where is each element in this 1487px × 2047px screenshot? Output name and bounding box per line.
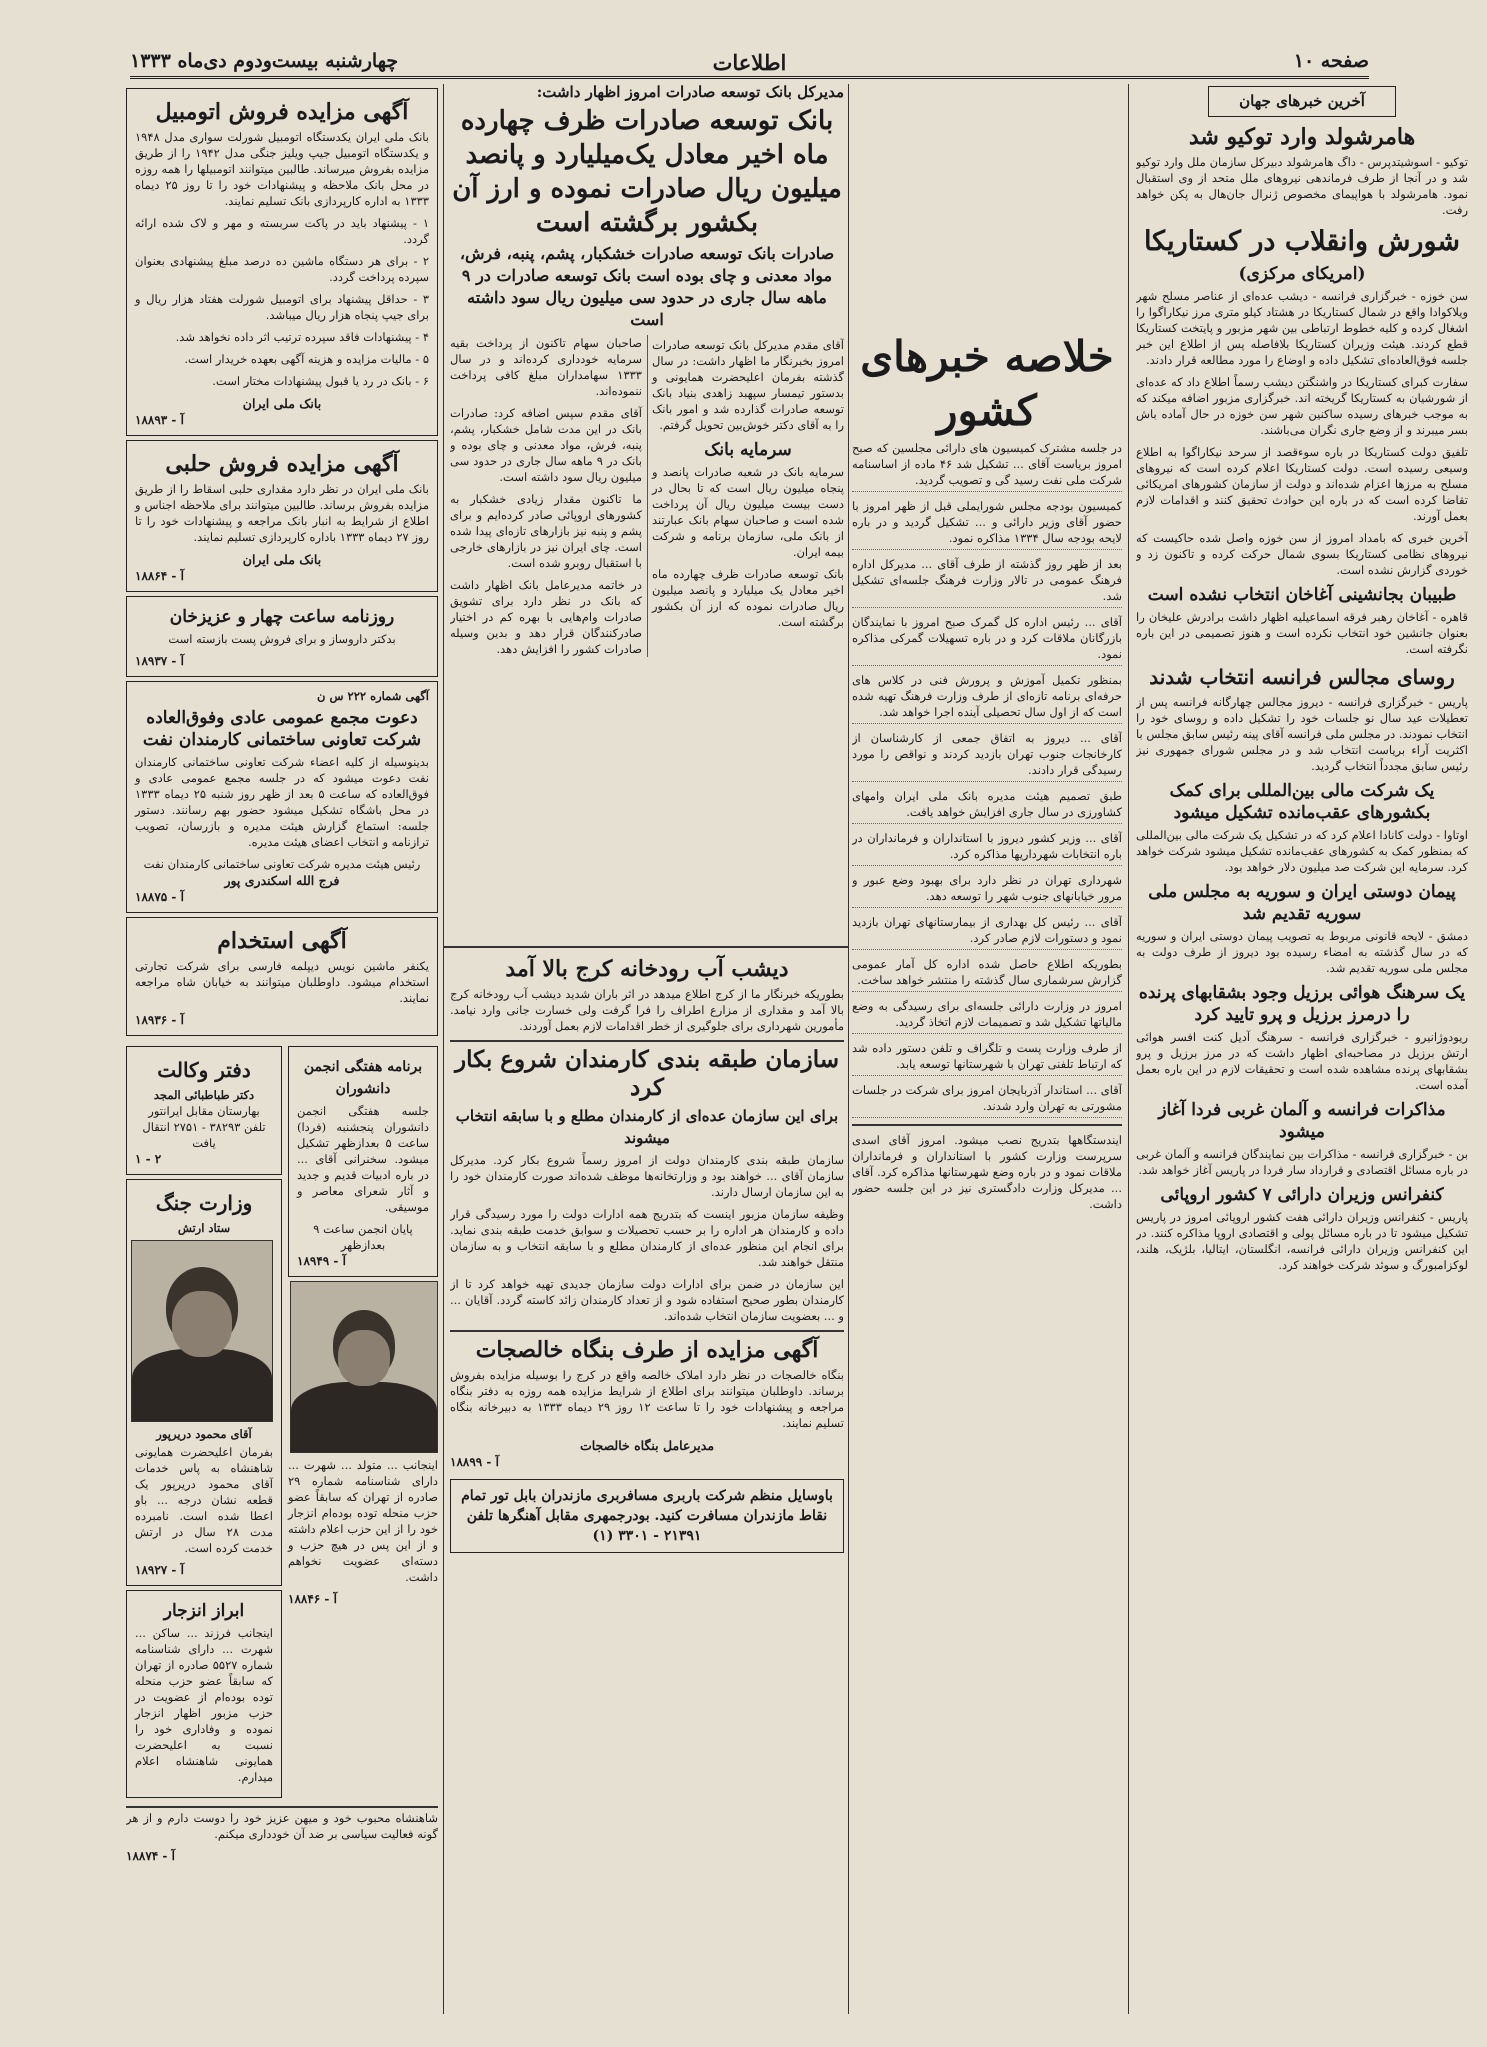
news-item: طبق تصمیم هیئت مدیره بانک ملی ایران وامهای کشاورزی در سال جاری افزایش خواهد یافت. — [852, 788, 1122, 824]
ad-code: آ - ۱۸۸۶۴ — [135, 569, 184, 583]
war-ministry-notice — [126, 1179, 282, 1586]
page-number: صفحه ۱۰ — [1293, 50, 1369, 72]
ads-column — [126, 84, 438, 2024]
ad-code: آ - ۱۸۸۷۴ — [126, 1849, 175, 1863]
separator — [444, 946, 848, 948]
ad-code: ۱ - ۲ — [135, 1152, 162, 1166]
kicker: مدیرکل بانک توسعه صادرات امروز اظهار داشت: — [536, 84, 844, 101]
notice-body: اینجانب ... متولد ... شهرت ... دارای شناسنامه شماره ۲۹ صادره از تهران که سابقاً عضو حزب منحله توده بوده‌ام انزجار خود را از این حزب اعلام داشته و از این پس در هیچ حزب و دسته‌ای عضویت نخواهم داشت. — [288, 1458, 438, 1584]
ad-body: بفرمان اعلیحضرت همایونی شاهنشاه به پاس خدمات آقای محمود دریرپور یک قطعه نشان درجه ... باو اعطا شده است. نامبرده مدت ۲۸ سال در ارتش خدمت کرده است. — [135, 1445, 273, 1555]
ad-body: جلسه هفتگی انجمن دانشوران پنجشنبه (فردا) ساعت ۵ بعدازظهر تشکیل میشود. سخنرانی آقای ... در باره ادبیات قدیم و جدید و آثار شعرای معاصر و موسیقی. — [297, 1104, 429, 1214]
halabi-auction-ad — [126, 440, 438, 592]
headline-flood: دیشب آب رودخانه کرج بالا آمد — [505, 956, 789, 982]
ad-signature: رئیس هیئت مدیره شرکت تعاونی ساختمانی کارمندان نفت — [143, 857, 421, 871]
article-body: پاریس - خبرگزاری فرانسه - دیروز مجالس چهارگانه فرانسه پس از تعطیلات عید سال نو جلسات خود را تشکیل داده و روسای خود را انتخاب نمودند. در مجلس ملی فرانسه آقای پینه رئیس سابق مجلس با اکثریت آراء بریاست انتخاب شد و در مجلس شورای جمهوری نیز رئیس سابق مجدداً انتخاب گردید. — [1136, 695, 1468, 773]
article-body: سن خوزه - خبرگزاری فرانسه - دیشب عده‌ای از عناصر مسلح شهر ویلاکوادا واقع در شمال کستاریکا در هشتاد کیلو متری مرز نیکاراگوا را اشغال کرده و کلیه خطوط ارتباطی بین شهر مزبور و پایتخت کستاریکا قطع کردند. هیئت وزیران کستاریکا بلافاصله پس از اطلاع این خبر جلسه فوق‌العاده‌ای تشکیل داده و اوضاع را مورد مطالعه قرار دادند. — [1136, 289, 1468, 367]
ad-body: بدکتر داروساز و برای فروش پست بازسته است — [168, 632, 396, 646]
article-body: وظیفه سازمان مزبور اینست که بتدریج همه ادارات دولت را مورد رسیدگی قرار داده و کارمندان هر اداره را بر حسب تحصیلات و سوابق خدمت طبقه بندی نماید. برای انجام این منظور عده‌ای از کارمندان مطلع و با سابقه انتخاب و به سازمان منتقل خواهند شد. — [450, 1207, 844, 1269]
headline-canada: یک شرکت مالی بین‌المللی برای کمک بکشورهای عقب‌مانده تشکیل میشود — [1169, 781, 1435, 823]
article-body: ما تاکنون مقدار زیادی خشکبار به کشورهای اروپائی صادر کرده‌ایم و برای پشم و پنبه نیز بازارهای تازه‌ای پیدا شده است. چای ایران نیز در بازارهای خارجی با استقبال روبرو شده است. — [450, 492, 642, 570]
ad-signature: بانک ملی ایران — [242, 552, 322, 567]
portrait-photo — [131, 1240, 273, 1422]
newspaper-name: اطلاعات — [712, 50, 787, 75]
news-item: آقای ... وزیر کشور دیروز با استانداران و فرمانداران در باره انتخابات شهرداریها مذاکره کرد. — [852, 830, 1122, 866]
notice-body: شاهنشاه محبوب خود و میهن عزیز خود را دوست دارم و از هر گونه فعالیت سیاسی بر ضد آن خودداری میکنم. — [126, 1811, 438, 1841]
ad-signature: مدیرعامل بنگاه خالصجات — [579, 1438, 715, 1453]
news-item: آقای ... استاندار آذربایجان امروز برای شرکت در جلسات مشورتی به تهران وارد شدند. — [852, 1082, 1122, 1118]
transport-ad: باوسایل منظم شرکت باربری مسافربری مازندران بابل تور تمام نقاط مازندران مسافرت کنید. بودرجمهری مقابل آهنگرها تلفن ۲۱۳۹۱ - ۳۳۰۱ (۱) — [450, 1479, 844, 1553]
ad-body: بانک ملی ایران یکدستگاه اتومبیل شورلت سواری مدل ۱۹۴۸ و یکدستگاه اتومبیل جیپ ویلیز جنگی مدل ۱۹۴۲ را از طریق مزایده بفروش میرساند. طالبین میتوانند اتومبیلها را همه روزه در محل بانک ملاحظه و پیشنهادات خود را تا روز ۲۵ دیماه ۱۳۳۳ به اداره کارپردازی بانک تسلیم نمایند. — [135, 130, 429, 208]
article-body: بن - خبرگزاری فرانسه - مذاکرات بین نمایندگان فرانسه و آلمان غربی در باره مسائل اقتصادی و قرارداد سار فردا در پاریس آغاز خواهد شد. — [1136, 1147, 1468, 1177]
ad-code: آ - ۱۸۸۷۵ — [135, 890, 184, 904]
news-item: در جلسه مشترک کمیسیون های دارائی مجلسین که صبح امروز بریاست آقای ... تشکیل شد ۴۶ ماده از اساسنامه شرکت ملی نفت رسید گی و تصویب گردید. — [852, 440, 1122, 492]
ad-clause: ۶ - بانک در رد یا قبول پیشنهادات مختار است. — [212, 374, 429, 388]
ad-code: آ - ۱۸۹۴۹ — [297, 1254, 346, 1268]
article-body: پاریس - کنفرانس وزیران دارائی هفت کشور اروپائی امروز در پاریس تشکیل میشود تا در باره مسائل پولی و اقتصادی اروپا مذاکره کنند. در این کنفرانس وزیران دارائی فرانسه، انگلستان، ایتالیا، بلژیک، هلند، لوکزامبورگ و سوئد شرکت خواهند کرد. — [1136, 1210, 1468, 1272]
ad-title: آگهی مزایده فروش اتومبیل — [155, 99, 409, 125]
issue-date: چهارشنبه بیست‌ودوم دی‌ماه ۱۳۳۳ — [130, 50, 399, 72]
article-body: در خاتمه مدیرعامل بانک اظهار داشت که بانک در نظر دارد برای تشویق صادرات وام‌هایی با بهره کم در اختیار صادرکنندگان قرار دهد و بدین وسیله صادرات کشور را افزایش دهد. — [450, 578, 642, 656]
radio-program-ad — [288, 1046, 438, 1277]
column-rule — [848, 84, 849, 2014]
ad-title: آگهی مزایده فروش حلبی — [165, 451, 399, 477]
photo-caption: آقای محمود دریرپور — [156, 1427, 252, 1441]
headline-khaleseh-auction: آگهی مزایده از طرف بنگاه خالصجات — [475, 1337, 819, 1363]
ad-code: آ - ۱۸۸۴۶ — [288, 1592, 337, 1606]
news-item: امروز در وزارت دارائی جلسه‌ای برای رسیدگی به وضع مالیاتها تشکیل شد و تصمیمات لازم اتخاذ گردید. — [852, 998, 1122, 1034]
bottom-left-subcol — [126, 1042, 282, 1802]
article-body: سفارت کبرای کستاریکا در واشنگتن دیشب رسماً اطلاع داد که عده‌ای از شورشیان به کستاریکا گریخته اند. خبرگزاری مزبور اضافه میکند که به موجب خبرهای رسیده ساکنین شهر سن خوزه در حال آماده باش بسر میبرند و از وضع جاری نگران می‌باشند. — [1136, 375, 1468, 437]
ad-body: یکنفر ماشین نویس دیپلمه فارسی برای شرکت تجارتی استخدام میشود. داوطلبان میتوانند به خیابان شاه مراجعه نمایند. — [135, 959, 429, 1005]
section-heading: سرمایه بانک — [704, 440, 792, 460]
ad-clause: ۲ - برای هر دستگاه ماشین ده درصد مبلغ پیشنهادی بعنوان سپرده پرداخت گردد. — [135, 254, 429, 284]
headline-civil-service: سازمان طبقه بندی کارمندان شروع بکار کرد — [455, 1046, 839, 1101]
article-body: این سازمان در ضمن برای ادارات دولت سازمان جدیدی تهیه خواهد کرد تا از کارمندان بطور صحیح استفاده شود و از تعداد کارمندان زائد کاسته گردد. آقایان ... و ... بعضویت سازمان انتخاب شده‌اند. — [450, 1277, 844, 1323]
ad-footer: پایان انجمن ساعت ۹ بعدازظهر — [313, 1222, 413, 1252]
national-news-logo: خلاصه خبرهای کشور — [860, 332, 1114, 435]
ad-code: آ - ۱۸۹۲۷ — [135, 1563, 184, 1577]
headline-france: روسای مجالس فرانسه انتخاب شدند — [1149, 665, 1455, 689]
lawyer-name: دکتر طباطبائی المجد — [153, 1088, 255, 1102]
coop-ad — [126, 681, 438, 913]
last-item — [852, 1124, 1122, 1212]
news-item: شهرداری تهران در نظر دارد برای بهبود وضع عبور و مرور خیابانهای جنوب شهر را توسعه دهد. — [852, 872, 1122, 908]
ad-body: بنگاه خالصجات در نظر دارد املاک خالصه واقع در کرج را بوسیله مزایده بفروش برساند. داوطلبان میتوانند برای اطلاع از شرایط مزایده همه روزه به دفتر بنگاه مراجعه و پیشنهادات خود را تا ساعت ۱۲ روز ۲۹ دیماه ۱۳۳۳ به دبیرخانه بنگاه تسلیم نمایند. — [450, 1368, 844, 1430]
ad-title: دعوت مجمع عمومی عادی وفوق‌العاده شرکت تعاونی ساختمانی کارمندان نفت — [142, 708, 422, 750]
article-body: ایندستگاهها بتدریج نصب میشود. امروز آقای اسدی سرپرست وزارت کشور با استانداران و فرمانداران ملاقات نمود و در باره وضع شهرستانها مذاکره کرد. آقای ... مدیرکل وزارت دادگستری نیز در این جلسه حضور داشت. — [852, 1133, 1122, 1211]
ad-signer-name: فرج الله اسکندری پور — [224, 873, 340, 888]
article-body: توکیو - اسوشیتدپرس - داگ هامرشولد دبیرکل سازمان ملل وارد توکیو شد و در آنجا از طرف فرماندهی نیروهای ملل متحد از وی استقبال نمود. هامرشولد با هواپیمای مخصوص ژنرال جان‌هال به پکن خواهد رفت. — [1136, 155, 1468, 217]
article-body: تلفیق دولت کستاریکا در باره سوءقصد از سرحد نیکاراگوا به اطلاع وسیعی رسیده است. دولت کستاریکا اعلام کرده است که نیروهای مسلح به مرزها اعزام شده‌اند و دولت از سازمان کشورهای امریکائی تقاضا کرده است که در باره این حوادث تحقیق کنند و اقدامات لازم بعمل آورند. — [1136, 445, 1468, 523]
ad-title: ابراز انزجار — [163, 1601, 245, 1621]
ad-title: وزارت جنگ — [155, 1191, 253, 1215]
headline-iran-syria: پیمان دوستی ایران و سوریه به مجلس ملی سوریه تقدیم شد — [1148, 882, 1456, 924]
office-phone: تلفن ۳۸۲۹۳ - ۲۷۵۱ انتقال یافت — [142, 1120, 266, 1150]
news-item: آقای ... رئیس اداره کل گمرک صبح امروز با نمایندگان بازرگانان ملاقات کرد و در باره تسهیلات گمرکی مذاکره نمود. — [852, 614, 1122, 666]
world-news-label: آخرین خبرهای جهان — [1208, 86, 1396, 117]
article-body: آقای مقدم مدیرکل بانک توسعه صادرات امروز بخبرنگار ما اظهار داشت: در سال گذشته بفرمان اعلیحضرت همایونی و بدستور تیمسار سپهبد زاهدی بنیاد بانک توسعه صادرات گذارده شد و امور بانک را به آقای دکتر خوش‌بین تحویل گرفتم. — [652, 338, 844, 432]
headline-aghakhan: طبیبان بجانشینی آغاخان انتخاب نشده است — [1147, 585, 1457, 605]
center-lower-column — [450, 952, 844, 2024]
ad-signature: بانک ملی ایران — [242, 396, 322, 411]
ad-body: اینجانب فرزند ... ساکن ... شهرت ... دارای شناسنامه شماره ۵۵۲۷ صادره از تهران که سابقاً عضو حزب منحله توده بوده‌ام از عضویت در حزب مزبور اظهار انزجار نموده و وفاداری خود را نسبت به اعلیحضرت همایونی شاهنشاه اعلام میدارم. — [135, 1626, 273, 1784]
ad-body: بدینوسیله از کلیه اعضاء شرکت تعاونی ساختمانی کارمندان نفت دعوت میشود که در جلسه مجمع عمومی عادی و فوق‌العاده که ساعت ۵ بعد از ظهر روز شنبه ۲۵ دیماه ۱۳۳۳ در محل باشگاه تشکیل میشود حضور بهم رسانند. دستور جلسه: استماع گزارش هیئت مدیره و بازرسان، تصویب ترازنامه و انتخاب اعضای هیئت مدیره. — [135, 755, 429, 849]
bank-columns — [450, 335, 844, 657]
ad-body: بانک ملی ایران در نظر دارد مقداری حلبی اسقاط را از طریق مزایده بفروش برساند. طالبین میتوانند برای ملاحظه اجناس و اطلاع از شرایط به انبار بانک مراجعه و پیشنهادات خود را تا روز ۲۷ دیماه ۱۳۳۳ باداره کارپردازی تسلیم نمایند. — [135, 482, 429, 544]
news-item: از طرف وزارت پست و تلگراف و تلفن دستور داده شد که ارتباط تلفنی تهران با شهرستانها توسعه یابد. — [852, 1040, 1122, 1076]
ad-code: آ - ۱۸۸۹۹ — [450, 1455, 499, 1469]
article-body: سازمان طبقه بندی کارمندان دولت از امروز رسماً شروع بکار کرد. مدیرکل سازمان آقای ... خواهند بود و وزارتخانه‌ها موظف شده‌اند صورت کارمندان خود را به این سازمان ارسال دارند. — [450, 1153, 844, 1199]
article-body: آخرین خبری که بامداد امروز از سن خوزه واصل شده حاکیست که نیروهای نظامی کستاریکا بسوی شمال حرکت کرده و تاکنون زد و خوردی گزارش نشده است. — [1136, 531, 1468, 577]
column-rule — [443, 84, 444, 2014]
ad-clause: ۱ - پیشنهاد باید در پاکت سربسته و مهر و لاک شده ارائه گردد. — [135, 216, 429, 246]
news-item: بطوریکه اطلاع حاصل شده اداره کل آمار عمومی گزارش سرشماری سال گذشته را منتشر خواهد ساخت. — [852, 956, 1122, 992]
bank-article — [450, 84, 844, 944]
azizkhan-ad — [126, 596, 438, 677]
ad-title: آگهی استخدام — [217, 928, 347, 954]
news-item: بعد از ظهر روز گذشته از طرف آقای ... مدیرکل اداره فرهنگ عمومی در تالار وزارت فرهنگ جلسه‌ای تشکیل شد. — [852, 556, 1122, 608]
bottom-right-subcol — [288, 1042, 438, 1802]
portrait-photo — [290, 1281, 438, 1453]
news-item: کمیسیون بودجه مجلس شورایملی قبل از ظهر امروز با حضور آقای وزیر دارائی و ... تشکیل گردید و در باره لایحه بودجه سال ۱۳۳۴ مذاکره نمود. — [852, 498, 1122, 550]
law-office-ad — [126, 1046, 282, 1175]
news-item: آقای ... دیروز به اتفاق جمعی از کارشناسان از کارخانجات جنوب تهران بازدید کردند و نواقص را مورد رسیدگی قرار دادند. — [852, 730, 1122, 782]
ad-number: آگهی شماره ۲۲۲ س ن — [317, 689, 429, 703]
national-news-column — [852, 330, 1122, 2024]
auto-auction-ad — [126, 88, 438, 436]
ad-clause: ۴ - پیشنهادات فاقد سپرده ترتیب اثر داده نخواهد شد. — [175, 330, 429, 344]
ad-code: آ - ۱۸۸۹۳ — [135, 413, 184, 427]
page-header — [130, 48, 1369, 79]
article-body: بانک توسعه صادرات ظرف چهارده ماه اخیر معادل یک میلیارد و پانصد میلیون ریال صادرات نموده که ارز آن بکشور برگشته است. — [652, 567, 844, 629]
ad-title: دفتر وکالت — [157, 1058, 251, 1082]
ad-title: روزنامه ساعت چهار و عزیزخان — [169, 607, 395, 627]
news-item: آقای ... رئیس کل بهداری از بیمارستانهای تهران بازدید نمود و دستورات لازم صادر کرد. — [852, 914, 1122, 950]
bank-headline: بانک توسعه صادرات ظرف چهارده ماه اخیر معادل یک‌میلیارد و پانصد میلیون ریال صادرات نموده و ارز آن بکشور برگشته است — [452, 106, 842, 238]
article-body: صاحبان سهام تاکنون از پرداخت بقیه سرمایه خودداری کرده‌اند و در سال ۱۳۳۳ سهامداران مبلغ کافی پرداخت ننموده‌اند. — [450, 336, 642, 398]
headline-franco-german: مذاکرات فرانسه و آلمان غربی فردا آغاز میشود — [1158, 1100, 1446, 1142]
ad-subtitle: ستاد ارتش — [177, 1221, 231, 1235]
column-rule — [1128, 84, 1129, 2014]
article-body: بطوریکه خبرنگار ما از کرج اطلاع میدهد در اثر باران شدید دیشب آب رودخانه کرج بالا آمد و مقداری از مزارع اطراف را فرا گرفت ولی خسارت جانی وارد نیامد. مأمورین شهرداری برای جلوگیری از خطر اقدامات لازم بعمل آوردند. — [450, 987, 844, 1033]
article-body: دمشق - لایحه قانونی مربوط به تصویب پیمان دوستی ایران و سوریه که در سال گذشته به امضاء رسیده بود دیروز از طرف دولت به مجلس ملی سوریه تقدیم شد. — [1136, 929, 1468, 975]
disavowal-notice — [126, 1590, 282, 1798]
headline-costarica: شورش وانقلاب در کستاریکا — [1143, 226, 1461, 257]
article-body: آقای مقدم سپس اضافه کرد: صادرات بانک در این مدت شامل خشکبار، پشم، پنبه، فرش، مواد معدنی و چای بوده و بانک در ۹ ماهه سال جاری در حدود سی میلیون ریال سود داشته است. — [450, 406, 642, 484]
ad-code: آ - ۱۸۹۳۶ — [135, 1013, 184, 1027]
ad-clause: ۵ - مالیات مزایده و هزینه آگهی بعهده خریدار است. — [184, 352, 429, 366]
bank-subhead: صادرات بانک توسعه صادرات خشکبار، پشم، پنبه، فرش، مواد معدنی و چای بوده است بانک توسعه صادرات در ۹ ماهه سال جاری در حدود سی میلیون ریال سود داشته است — [459, 244, 835, 329]
headline-hammarskjold: هامرشولد وارد توکیو شد — [1188, 124, 1416, 150]
article-body: قاهره - آغاخان رهبر فرقه اسماعیلیه اظهار داشت برادرش علیخان را بعنوان جانشین خود انتخاب نکرده است و هنوز تصمیمی در این باره نگرفته است. — [1136, 610, 1468, 656]
ad-clause: ۳ - حداقل پیشنهاد برای اتومبیل شورلت هفتاد هزار ریال و برای جیپ پنجاه هزار ریال میباشد. — [135, 292, 429, 322]
news-item: بمنظور تکمیل آموزش و پرورش فنی در کلاس های حرفه‌ای برنامه تازه‌ای از طرف وزارت فرهنگ تهیه شده است که از اول سال تحصیلی آینده اجرا خواهد شد. — [852, 672, 1122, 724]
subheadline-costarica: (امریکای مرکزی) — [1238, 264, 1366, 284]
office-address: بهارستان مقابل ایرانتور — [148, 1104, 260, 1118]
subheadline-civil-service: برای این سازمان عده‌ای از کارمندان مطلع و با سابقه انتخاب میشوند — [455, 1107, 839, 1147]
ad-title: برنامه هفتگی انجمن دانشوران — [303, 1059, 423, 1097]
world-news-column — [1136, 84, 1468, 2024]
article-body: ریودوژانیرو - خبرگزاری فرانسه - سرهنگ آدیل کنت افسر هوائی ارتش برزیل در مصاحبه‌ای اظهار داشت که در مرز برزیل و پرو بشقابهای پرنده مشاهده شده است و تحقیقات لازم در این باره بعمل آمده است. — [1136, 1030, 1468, 1092]
bottom-ads — [126, 1042, 438, 1802]
article-body: اوتاوا - دولت کانادا اعلام کرد که در تشکیل یک شرکت مالی بین‌المللی که بمنظور کمک به کشورهای عقب‌مانده تشکیل میشود شرکت خواهد کرد. سرمایه این شرکت صد میلیون دلار خواهد بود. — [1136, 828, 1468, 874]
headline-ministers: کنفرانس وزیران دارائی ۷ کشور اروپائی — [1160, 1185, 1444, 1205]
ad-code: آ - ۱۸۹۳۷ — [135, 654, 184, 668]
employment-ad — [126, 917, 438, 1036]
national-news-list — [852, 440, 1122, 1118]
headline-brazil: یک سرهنگ هوائی برزیل وجود بشقابهای پرنده را درمرز برزیل و پرو تایید کرد — [1138, 983, 1466, 1025]
article-body: سرمایه بانک در شعبه صادرات پانصد و پنجاه میلیون ریال است که تا بحال در دست بیست میلیون ریال آن پرداخت شده است و صاحبان سهام بانک عبارتند از بانک ملی، سازمان برنامه و شرکت بیمه ایران. — [652, 465, 844, 559]
